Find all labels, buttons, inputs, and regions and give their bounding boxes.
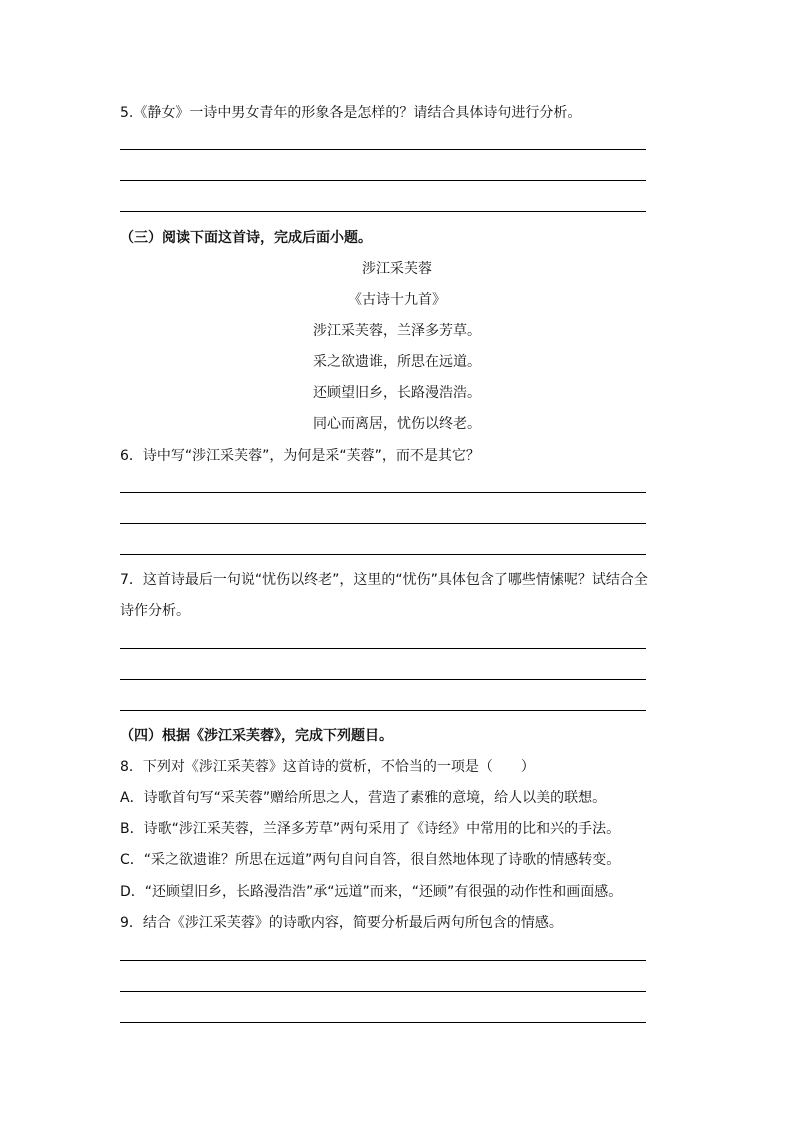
- answer-line[interactable]: [120, 679, 646, 680]
- section-3-heading: （三）阅读下面这首诗，完成后面小题。: [120, 230, 372, 246]
- poem-line: 涉江采芙蓉，兰泽多芳草。: [313, 323, 481, 339]
- question-7-line-2: 诗作分析。: [120, 603, 190, 619]
- poem-source: 《古诗十九首》: [348, 292, 446, 308]
- answer-line[interactable]: [120, 149, 646, 150]
- option-d[interactable]: D．“还顾望旧乡，长路漫浩浩”承“远道”而来，“还顾”有很强的动作性和画面感。: [120, 884, 623, 900]
- answer-line[interactable]: [120, 523, 646, 524]
- answer-line[interactable]: [120, 180, 646, 181]
- poem-line: 采之欲遗谁，所思在远道。: [313, 354, 481, 370]
- question-7-line-1: 7．这首诗最后一句说“忧伤以终老”，这里的“忧伤”具体包含了哪些情愫呢？试结合全: [120, 572, 648, 588]
- poem-title: 涉江采芙蓉: [362, 261, 432, 277]
- answer-line[interactable]: [120, 1022, 646, 1023]
- question-6: 6．诗中写“涉江采芙蓉”，为何是采“芙蓉”，而不是其它？: [120, 448, 480, 464]
- poem-line: 还顾望旧乡，长路漫浩浩。: [313, 385, 481, 401]
- option-b[interactable]: B．诗歌“涉江采芙蓉，兰泽多芳草”两句采用了《诗经》中常用的比和兴的手法。: [120, 821, 621, 837]
- answer-line[interactable]: [120, 960, 646, 961]
- answer-line[interactable]: [120, 710, 646, 711]
- answer-line[interactable]: [120, 211, 646, 212]
- question-8: 8．下列对《涉江采芙蓉》这首诗的赏析，不恰当的一项是（ ）: [120, 759, 535, 775]
- question-5: 5.《静女》一诗中男女青年的形象各是怎样的？请结合具体诗句进行分析。: [120, 105, 582, 121]
- answer-line[interactable]: [120, 554, 646, 555]
- question-9: 9．结合《涉江采芙蓉》的诗歌内容，简要分析最后两句所包含的情感。: [120, 915, 563, 931]
- answer-line[interactable]: [120, 492, 646, 493]
- option-a[interactable]: A．诗歌首句写“采芙蓉”赠给所思之人，营造了素雅的意境，给人以美的联想。: [120, 790, 607, 806]
- answer-line[interactable]: [120, 991, 646, 992]
- option-c[interactable]: C．“采之欲遗谁？所思在远道”两句自问自答，很自然地体现了诗歌的情感转变。: [120, 852, 621, 868]
- answer-line[interactable]: [120, 648, 646, 649]
- poem-line: 同心而离居，忧伤以终老。: [313, 416, 481, 432]
- section-4-heading: （四）根据《涉江采芙蓉》，完成下列题目。: [120, 728, 393, 744]
